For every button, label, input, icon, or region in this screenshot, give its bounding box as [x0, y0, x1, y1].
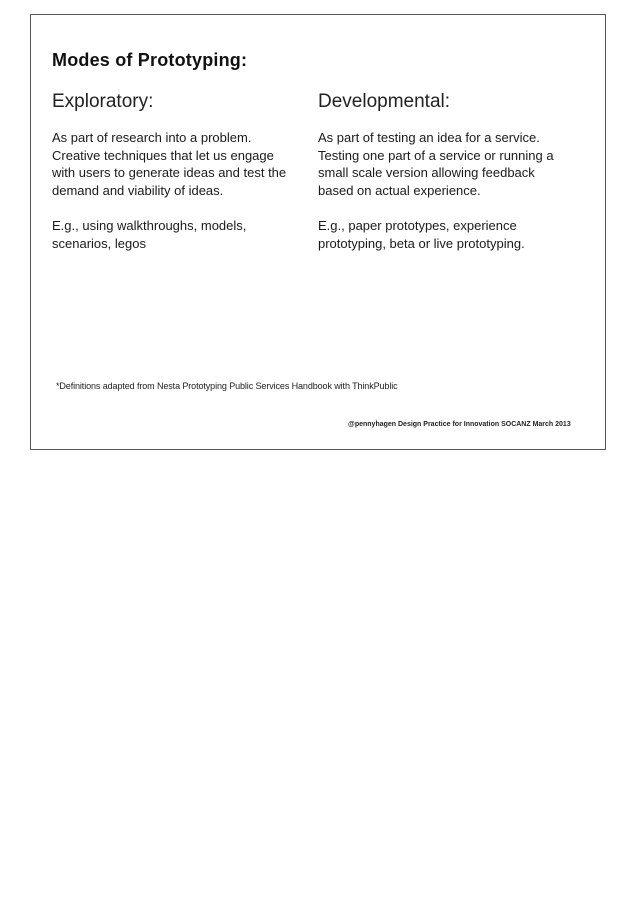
exploratory-column [52, 129, 292, 270]
author-credit: @pennyhagen Design Practice for Innovation SOCANZ March 2013 [348, 421, 571, 428]
exploratory-examples: E.g., using walkthroughs, models, scenarios, legos [52, 217, 247, 251]
exploratory-description: As part of research into a problem. Creative techniques that let us engage with users to generate ideas and test the demand and viability of ideas. [52, 130, 287, 198]
developmental-heading: Developmental: [318, 91, 451, 112]
developmental-examples: E.g., paper prototypes, experience prototyping, beta or live prototyping. [318, 217, 525, 251]
slide-title: Modes of Prototyping: [52, 50, 248, 70]
developmental-description: As part of testing an idea for a service. Testing one part of a service or running a small scale version allowing feedback based on actual experience. [318, 130, 554, 198]
definitions-footnote: *Definitions adapted from Nesta Prototyping Public Services Handbook with ThinkPublic [56, 381, 398, 391]
developmental-column [318, 129, 558, 270]
exploratory-heading: Exploratory: [52, 91, 154, 112]
